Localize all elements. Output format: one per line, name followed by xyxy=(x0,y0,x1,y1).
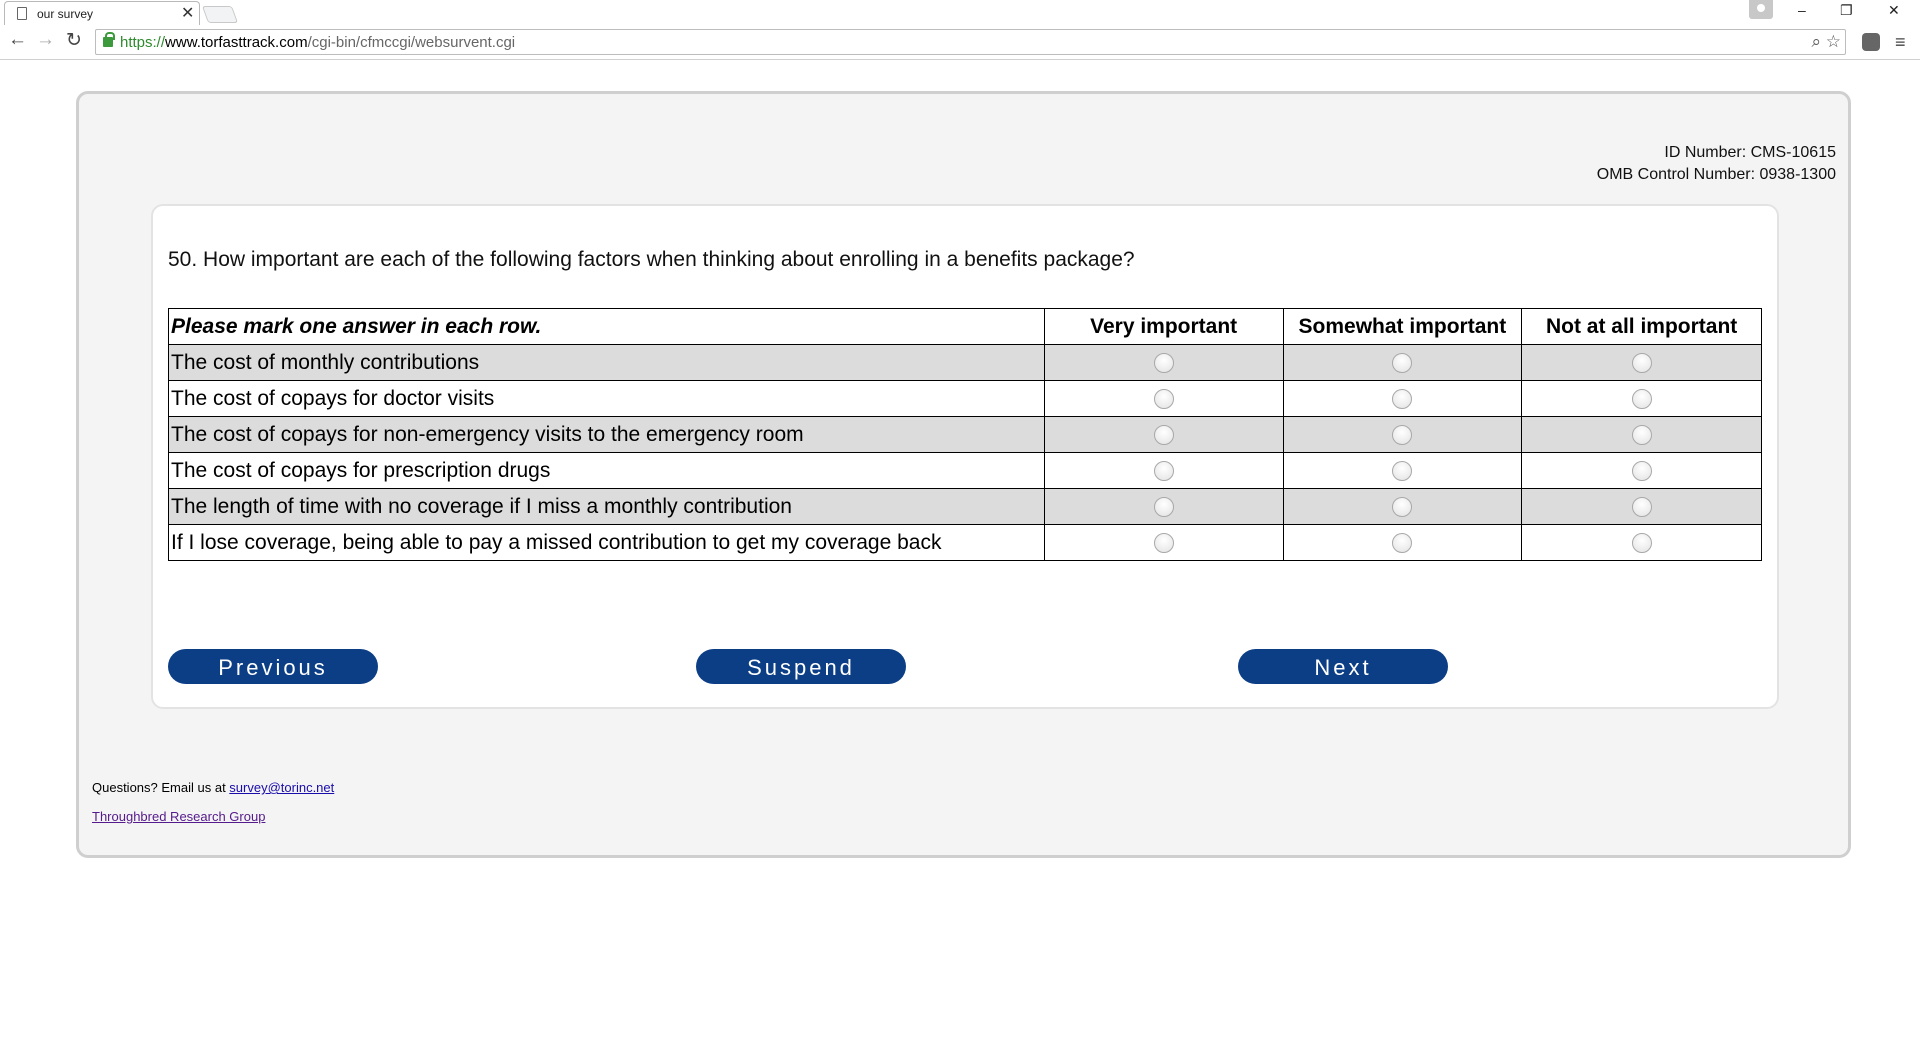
menu-icon[interactable]: ≡ xyxy=(1895,32,1906,52)
lock-icon xyxy=(103,37,113,47)
id-block xyxy=(1597,142,1836,186)
row-label: The length of time with no coverage if I miss a monthly contribution xyxy=(169,489,1045,525)
radio-not-at-all-important[interactable] xyxy=(1632,533,1652,553)
tab-strip xyxy=(0,0,1920,25)
star-icon[interactable]: ☆ xyxy=(1825,32,1841,51)
support-email-link[interactable]: survey@torinc.net xyxy=(229,780,335,795)
url-text[interactable]: https://www.torfasttrack.com/cgi-bin/cfmccgi/websurvent.cgi xyxy=(120,34,516,51)
zoom-icon[interactable]: ⌕ xyxy=(1811,32,1821,51)
tab-title: our survey xyxy=(37,7,94,21)
table-row xyxy=(169,417,1762,453)
radio-somewhat-important[interactable] xyxy=(1392,353,1412,373)
forward-icon[interactable]: → xyxy=(36,29,55,50)
suspend-button[interactable]: Suspend xyxy=(696,649,906,684)
omb-control-number: OMB Control Number: 0938-1300 xyxy=(1596,166,1836,183)
radio-not-at-all-important[interactable] xyxy=(1632,425,1652,445)
new-tab-button[interactable] xyxy=(202,6,238,23)
radio-not-at-all-important[interactable] xyxy=(1632,389,1652,409)
close-tab-icon[interactable]: ✕ xyxy=(181,5,195,22)
row-label: If I lose coverage, being able to pay a missed contribution to get my coverage back xyxy=(169,525,1045,561)
radio-somewhat-important[interactable] xyxy=(1392,389,1412,409)
footer-questions: Questions? Email us at survey@torinc.net xyxy=(92,780,335,795)
row-label: The cost of copays for doctor visits xyxy=(169,381,1045,417)
radio-somewhat-important[interactable] xyxy=(1392,533,1412,553)
radio-very-important[interactable] xyxy=(1154,497,1174,517)
survey-container xyxy=(76,91,1851,858)
org-link[interactable]: Throughbred Research Group xyxy=(92,809,266,824)
window-close-icon[interactable]: ✕ xyxy=(1888,2,1900,18)
radio-very-important[interactable] xyxy=(1154,461,1174,481)
radio-somewhat-important[interactable] xyxy=(1392,461,1412,481)
question-text: 50. How important are each of the following factors when thinking about enrolling in a benefits package? xyxy=(168,248,1135,271)
radio-somewhat-important[interactable] xyxy=(1392,497,1412,517)
next-button[interactable]: Next xyxy=(1238,649,1448,684)
profile-icon[interactable] xyxy=(1749,0,1773,19)
page-icon xyxy=(17,7,27,20)
column-header: Somewhat important xyxy=(1283,309,1522,345)
tab-our-survey[interactable] xyxy=(4,1,200,25)
table-row xyxy=(169,381,1762,417)
radio-not-at-all-important[interactable] xyxy=(1632,461,1652,481)
previous-button[interactable]: Previous xyxy=(168,649,378,684)
row-label: The cost of monthly contributions xyxy=(169,345,1045,381)
restore-icon[interactable]: ❐ xyxy=(1840,2,1853,18)
minimize-icon[interactable]: – xyxy=(1798,2,1806,18)
radio-very-important[interactable] xyxy=(1154,425,1174,445)
radio-very-important[interactable] xyxy=(1154,353,1174,373)
table-row xyxy=(169,525,1762,561)
table-row xyxy=(169,345,1762,381)
radio-somewhat-important[interactable] xyxy=(1392,425,1412,445)
radio-not-at-all-important[interactable] xyxy=(1632,353,1652,373)
question-panel xyxy=(151,204,1779,709)
id-number: ID Number: CMS-10615 xyxy=(1664,144,1836,161)
extension-icon[interactable] xyxy=(1862,33,1880,51)
row-label: The cost of copays for prescription drugs xyxy=(169,453,1045,489)
row-label: The cost of copays for non-emergency visits to the emergency room xyxy=(169,417,1045,453)
back-icon[interactable]: ← xyxy=(8,29,27,50)
radio-very-important[interactable] xyxy=(1154,389,1174,409)
column-header: Not at all important xyxy=(1522,309,1762,345)
column-header: Very important xyxy=(1044,309,1283,345)
reload-icon[interactable]: ↻ xyxy=(66,30,82,51)
answer-grid xyxy=(168,308,1762,561)
radio-very-important[interactable] xyxy=(1154,533,1174,553)
browser-toolbar xyxy=(0,25,1920,60)
grid-header-row xyxy=(169,309,1762,345)
grid-instruction: Please mark one answer in each row. xyxy=(169,309,1045,345)
table-row xyxy=(169,453,1762,489)
radio-not-at-all-important[interactable] xyxy=(1632,497,1652,517)
table-row xyxy=(169,489,1762,525)
address-bar[interactable] xyxy=(95,29,1846,55)
